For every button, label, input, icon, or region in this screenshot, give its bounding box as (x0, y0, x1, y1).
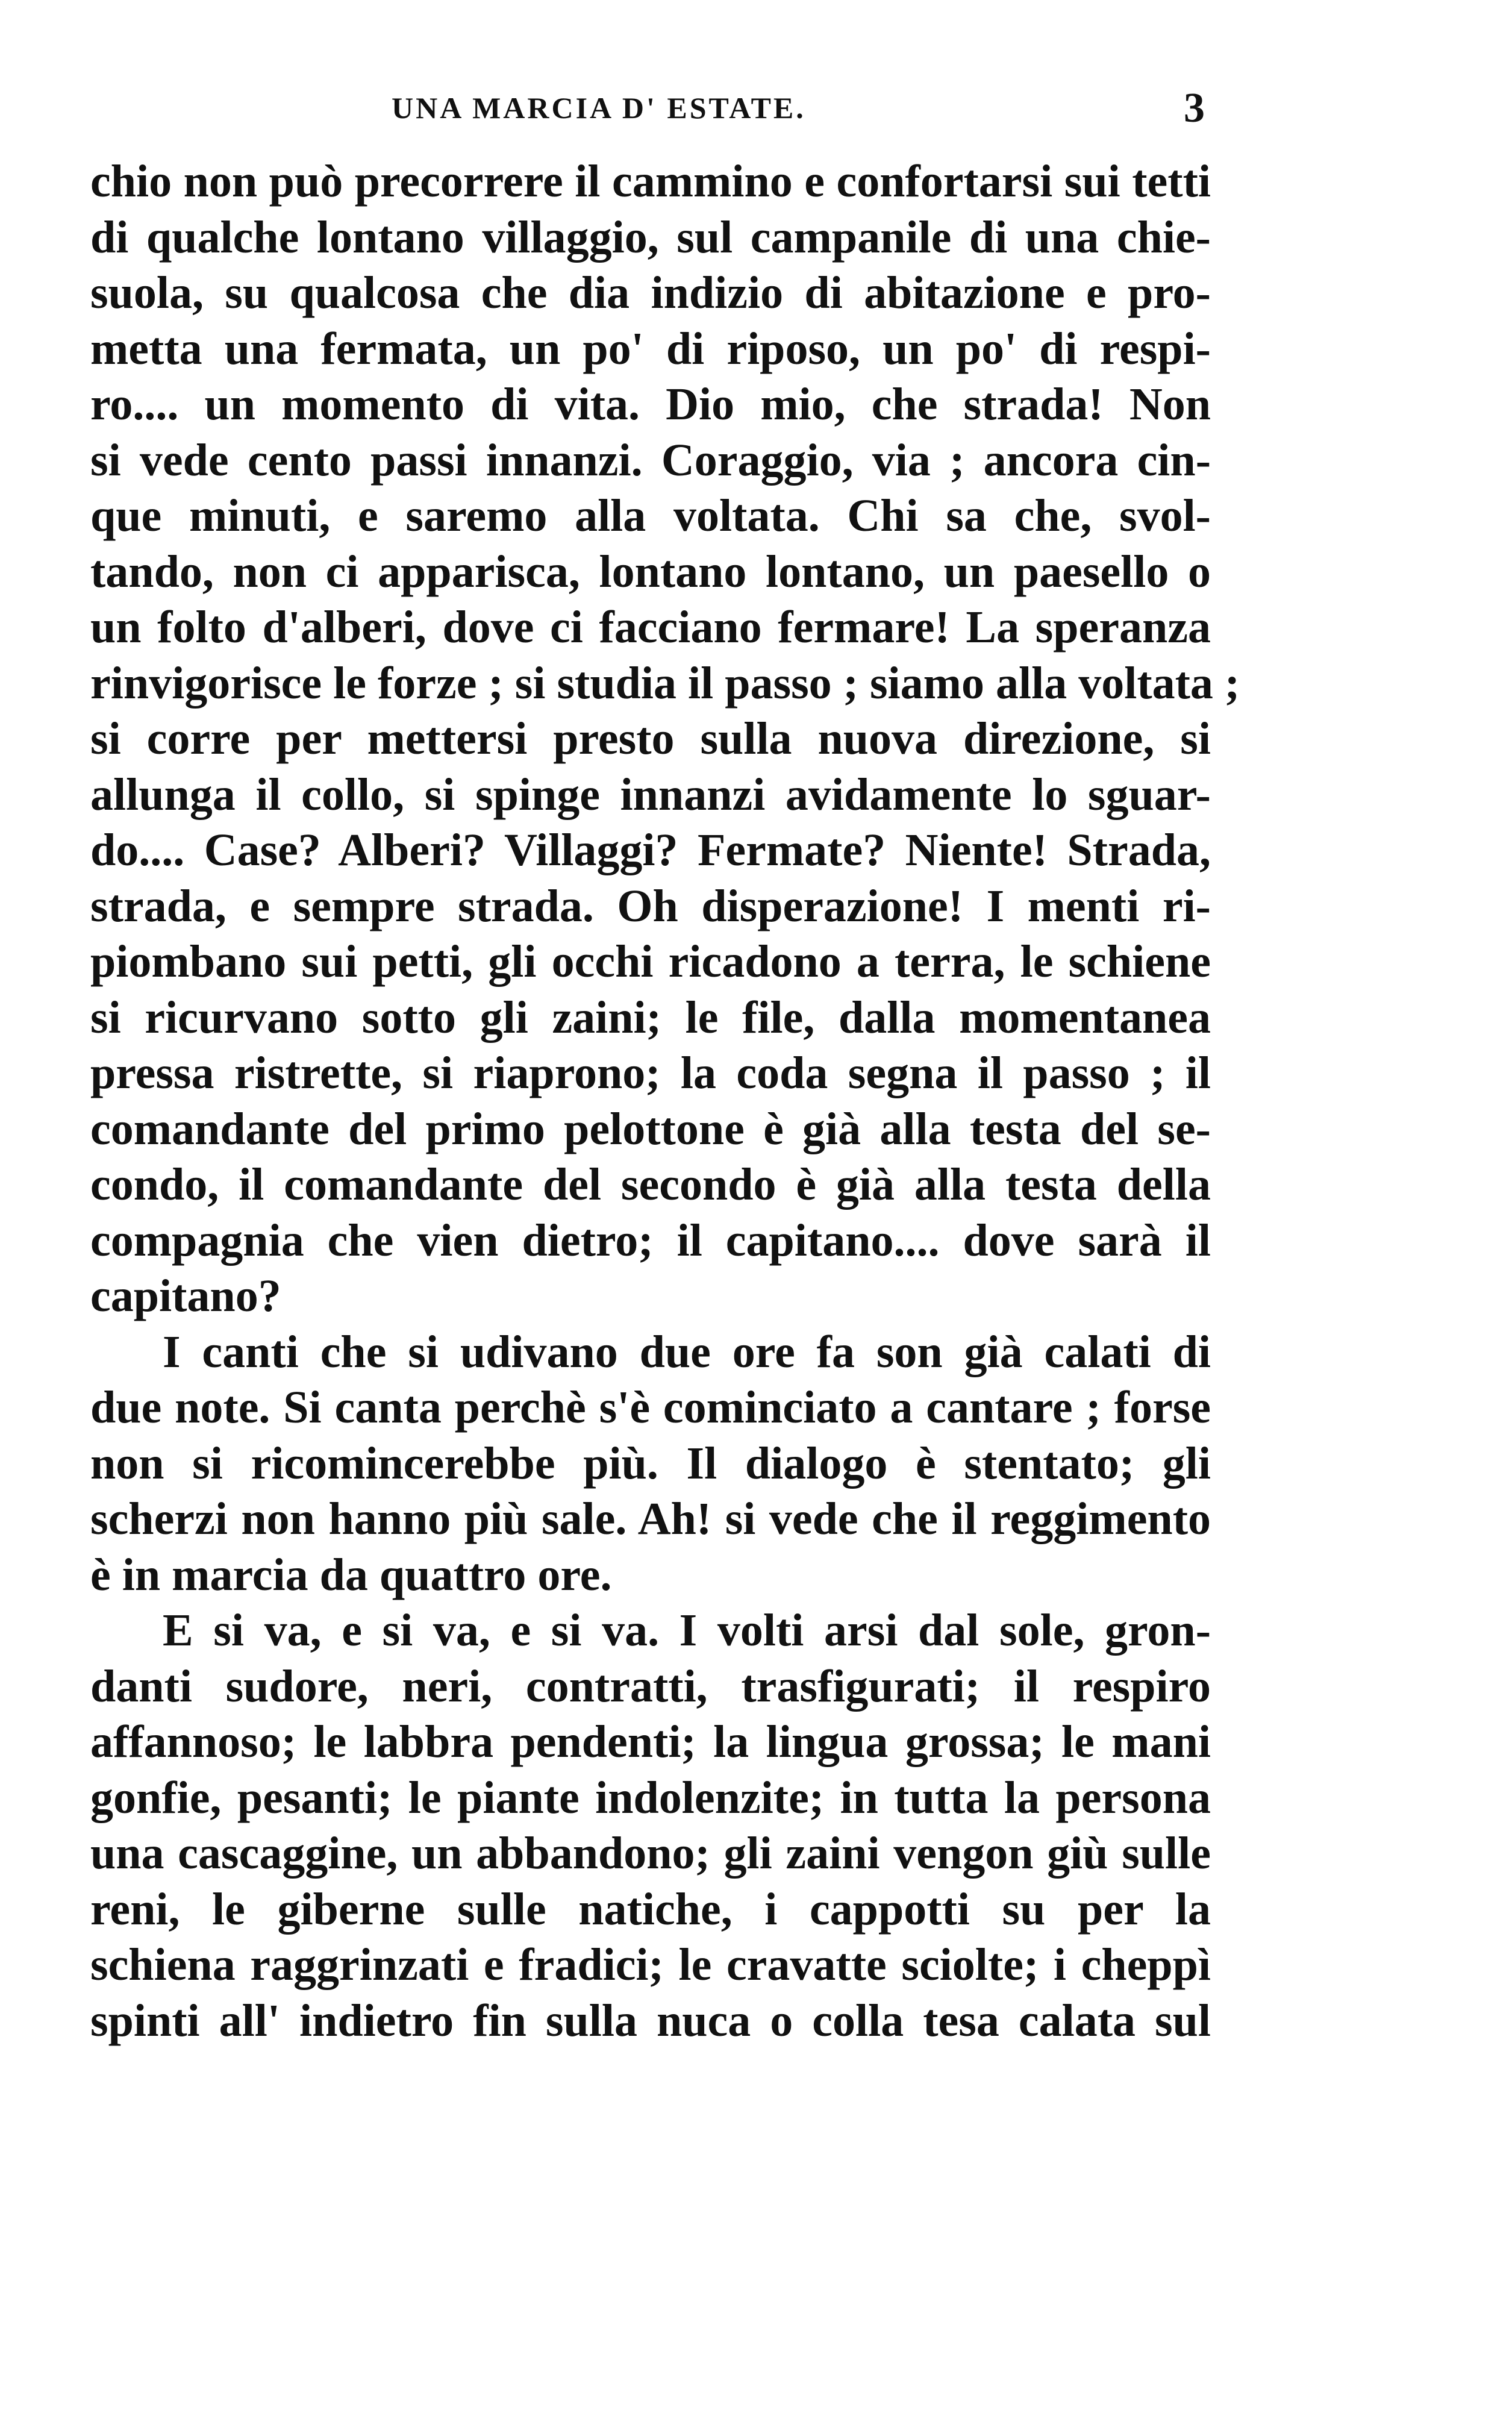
text-line: danti sudore, neri, contratti, trasfigurati; il respiro (90, 1660, 1211, 1712)
text-line: non si ricomincerebbe più. Il dialogo è stentato; gli (90, 1438, 1211, 1489)
text-line: è in marcia da quattro ore. (90, 1549, 612, 1600)
paragraph-3 (90, 1603, 1211, 2048)
text-line: un folto d'alberi, dove ci facciano fermare! La speranza (90, 602, 1211, 653)
body-text (90, 154, 1240, 2048)
text-line: suola, su qualcosa che dia indizio di abitazione e pro- (90, 268, 1211, 318)
text-line: comandante del primo pelottone è già alla testa del se- (90, 1103, 1211, 1154)
text-line: allunga il collo, si spinge innanzi avidamente lo sguar- (90, 769, 1211, 820)
text-line: piombano sui petti, gli occhi ricadono a terra, le schiene (90, 936, 1211, 987)
text-line: I canti che si udivano due ore fa son già calati di (163, 1326, 1211, 1377)
text-line: schiena raggrinzati e fradici; le cravatte sciolte; i cheppì (90, 1939, 1211, 1990)
text-line: spinti all' indietro fin sulla nuca o colla tesa calata sul (90, 1995, 1211, 2046)
text-line: gonfie, pesanti; le piante indolenzite; in tutta la persona (90, 1772, 1211, 1823)
running-title: UNA MARCIA D' ESTATE. (392, 91, 806, 125)
text-line: chio non può precorrere il cammino e confortarsi sui tetti (90, 156, 1211, 207)
text-line: strada, e sempre strada. Oh disperazione! I menti ri- (90, 880, 1211, 931)
text-line: metta una fermata, un po' di riposo, un po' di respi- (90, 323, 1211, 374)
page-number: 3 (1184, 85, 1205, 131)
text-line: affannoso; le labbra pendenti; la lingua grossa; le mani (90, 1717, 1211, 1767)
text-line: scherzi non hanno più sale. Ah! si vede che il reggimento (90, 1494, 1211, 1544)
text-line: compagnia che vien dietro; il capitano.... dove sarà il (90, 1215, 1211, 1266)
text-line: que minuti, e saremo alla voltata. Chi sa che, svol- (90, 490, 1211, 541)
text-line: ro.... un momento di vita. Dio mio, che strada! Non (90, 379, 1211, 430)
text-line: si ricurvano sotto gli zaini; le file, dalla momentanea (90, 992, 1211, 1043)
text-line: condo, il comandante del secondo è già alla testa della (90, 1159, 1211, 1210)
page-header (90, 84, 1205, 145)
text-line: due note. Si canta perchè s'è cominciato a cantare ; forse (90, 1382, 1211, 1433)
text-line: tando, non ci apparisca, lontano lontano, un paesello o (90, 546, 1211, 597)
text-line: E si va, e si va, e si va. I volti arsi dal sole, gron- (163, 1605, 1211, 1656)
text-line: di qualche lontano villaggio, sul campanile di una chie- (90, 211, 1211, 263)
text-line: pressa ristrette, si riaprono; la coda segna il passo ; il (90, 1048, 1211, 1098)
paragraph-1 (90, 154, 1240, 1324)
text-line: una cascaggine, un abbandono; gli zaini vengon giù sulle (90, 1828, 1211, 1879)
text-line: do.... Case? Alberi? Villaggi? Fermate? Niente! Strada, (90, 825, 1211, 875)
text-line: rinvigorisce le forze ; si studia il passo ; siamo alla voltata ; (90, 657, 1240, 709)
text-line: capitano? (90, 1271, 281, 1321)
paragraph-2 (90, 1324, 1211, 1603)
text-line: si vede cento passi innanzi. Coraggio, via ; ancora cin- (90, 434, 1211, 486)
text-line: reni, le giberne sulle natiche, i cappotti su per la (90, 1883, 1211, 1935)
text-line: si corre per mettersi presto sulla nuova direzione, si (90, 713, 1211, 764)
